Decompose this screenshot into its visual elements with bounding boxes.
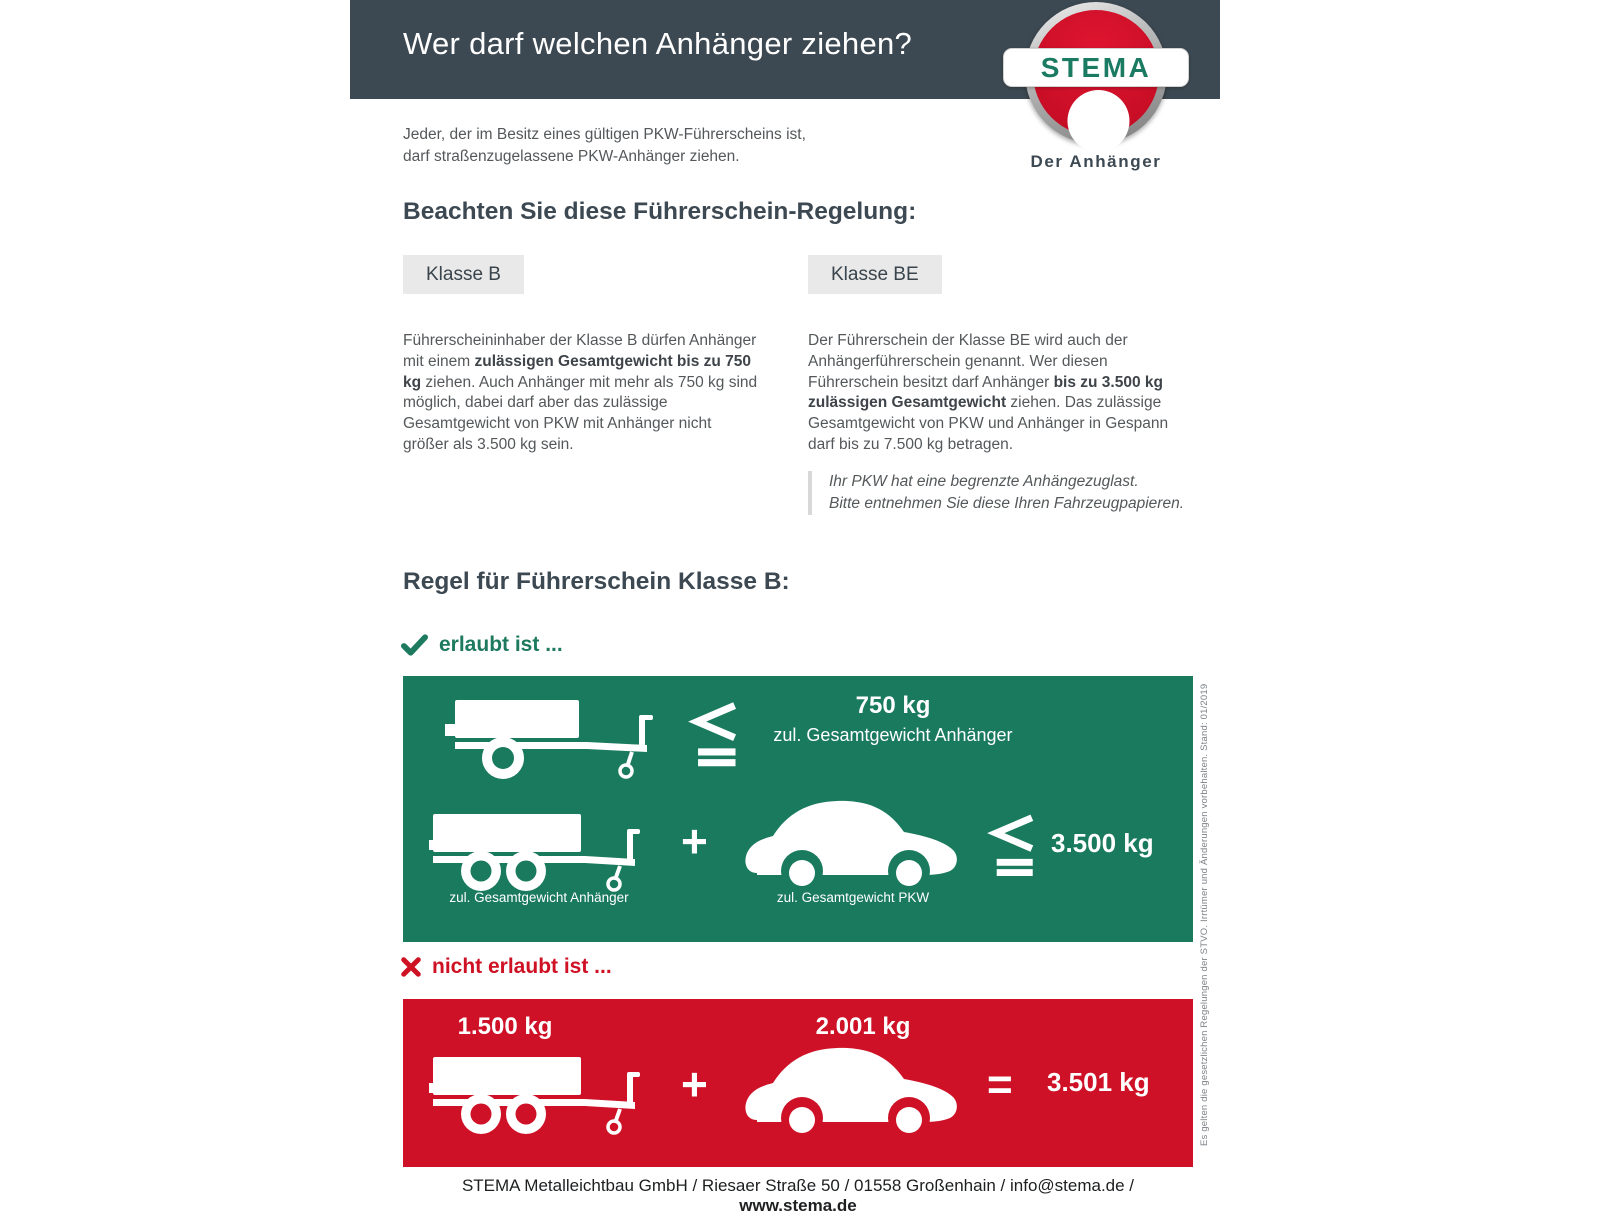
- note-line-2: Bitte entnehmen Sie diese Ihren Fahrzeugpapieren.: [829, 495, 1185, 512]
- trailer-limit-caption: zul. Gesamtgewicht Anhänger: [773, 725, 1013, 745]
- logo-tagline: Der Anhänger: [1030, 152, 1162, 171]
- not-allowed-label-text: nicht erlaubt ist ...: [432, 955, 612, 978]
- allowed-panel: [403, 676, 1193, 942]
- regulation-heading: Beachten Sie diese Führerschein-Regelung:: [403, 198, 917, 225]
- class-be-paragraph: Der Führerschein der Klasse BE wird auch der Anhängerführerschein genannt. Wer diesen Führerschein besitzt darf Anhänger bis zu 3.500 kg zulässigen Gesamtgewicht ziehen. Das zulässige Gesamtgewicht von PKW und Anhänger in Gespann darf bis zu 7.500 kg betragen.: [808, 332, 1169, 453]
- brand-wordmark: STEMA: [1040, 51, 1152, 83]
- not-allowed-panel: [403, 999, 1193, 1167]
- stema-logo: [1003, 2, 1189, 180]
- note-line-1: Ihr PKW hat eine begrenzte Anhängezuglast.: [829, 473, 1139, 490]
- class-be-chip: Klasse BE: [808, 255, 942, 294]
- plus-sign: +: [681, 815, 708, 867]
- rule-heading: Regel für Führerschein Klasse B:: [403, 568, 790, 595]
- intro-line-2: darf straßenzugelassene PKW-Anhänger ziehen.: [403, 147, 740, 165]
- trailer-weight-value: 1.500 kg: [457, 1013, 553, 1040]
- allowed-label-text: erlaubt ist ...: [439, 633, 563, 656]
- total-weight-value: 3.501 kg: [1047, 1067, 1150, 1097]
- less-equal-icon: [989, 814, 1037, 883]
- car-icon: [741, 1035, 963, 1138]
- combo-limit-value: 3.500 kg: [1051, 828, 1154, 858]
- car-icon: [741, 788, 963, 891]
- equals-sign: =: [987, 1060, 1013, 1109]
- allowed-label: [401, 633, 563, 657]
- trailer-caption: zul. Gesamtgewicht Anhänger: [449, 890, 629, 905]
- car-weight-value: 2.001 kg: [815, 1013, 911, 1040]
- x-icon: [401, 957, 421, 977]
- logo-band: [1003, 48, 1189, 87]
- logo-swoosh: [1067, 90, 1129, 152]
- page-title: Wer darf welchen Anhänger ziehen?: [403, 26, 913, 61]
- plus-sign: +: [681, 1058, 708, 1110]
- check-icon: [401, 634, 428, 656]
- footer-contact: STEMA Metalleichtbau GmbH / Riesaer Straße 50 / 01558 Großenhain / info@stema.de / www.stema.de: [461, 1176, 1135, 1215]
- class-b-chip: Klasse B: [403, 255, 524, 294]
- not-allowed-label: [401, 955, 612, 979]
- intro-text: [403, 124, 806, 167]
- single-axle-trailer-icon: [443, 698, 655, 785]
- trailer-limit-block: [713, 692, 1073, 746]
- legal-disclaimer: Es gelten die gesetzlichen Regelungen der STVO. Irrtümer und Änderungen vorbehalten. Stand: 01/2019: [1199, 683, 1210, 1146]
- class-b-paragraph: Führerscheininhaber der Klasse B dürfen Anhänger mit einem zulässigen Gesamtgewicht bis zu 750 kg ziehen. Auch Anhänger mit mehr als 750 kg sind möglich, dabei darf aber das zulässige Gesamtgewicht von PKW mit Anhänger nicht größer als 3.500 kg sein.: [403, 332, 758, 453]
- car-caption: zul. Gesamtgewicht PKW: [776, 890, 930, 905]
- trailer-limit-value: 750 kg: [855, 692, 931, 719]
- tandem-trailer-icon: [429, 1055, 641, 1140]
- towing-capacity-note: [808, 471, 1200, 515]
- intro-line-1: Jeder, der im Besitz eines gültigen PKW-Führerscheins ist,: [403, 126, 806, 143]
- tandem-trailer-icon: [429, 812, 641, 897]
